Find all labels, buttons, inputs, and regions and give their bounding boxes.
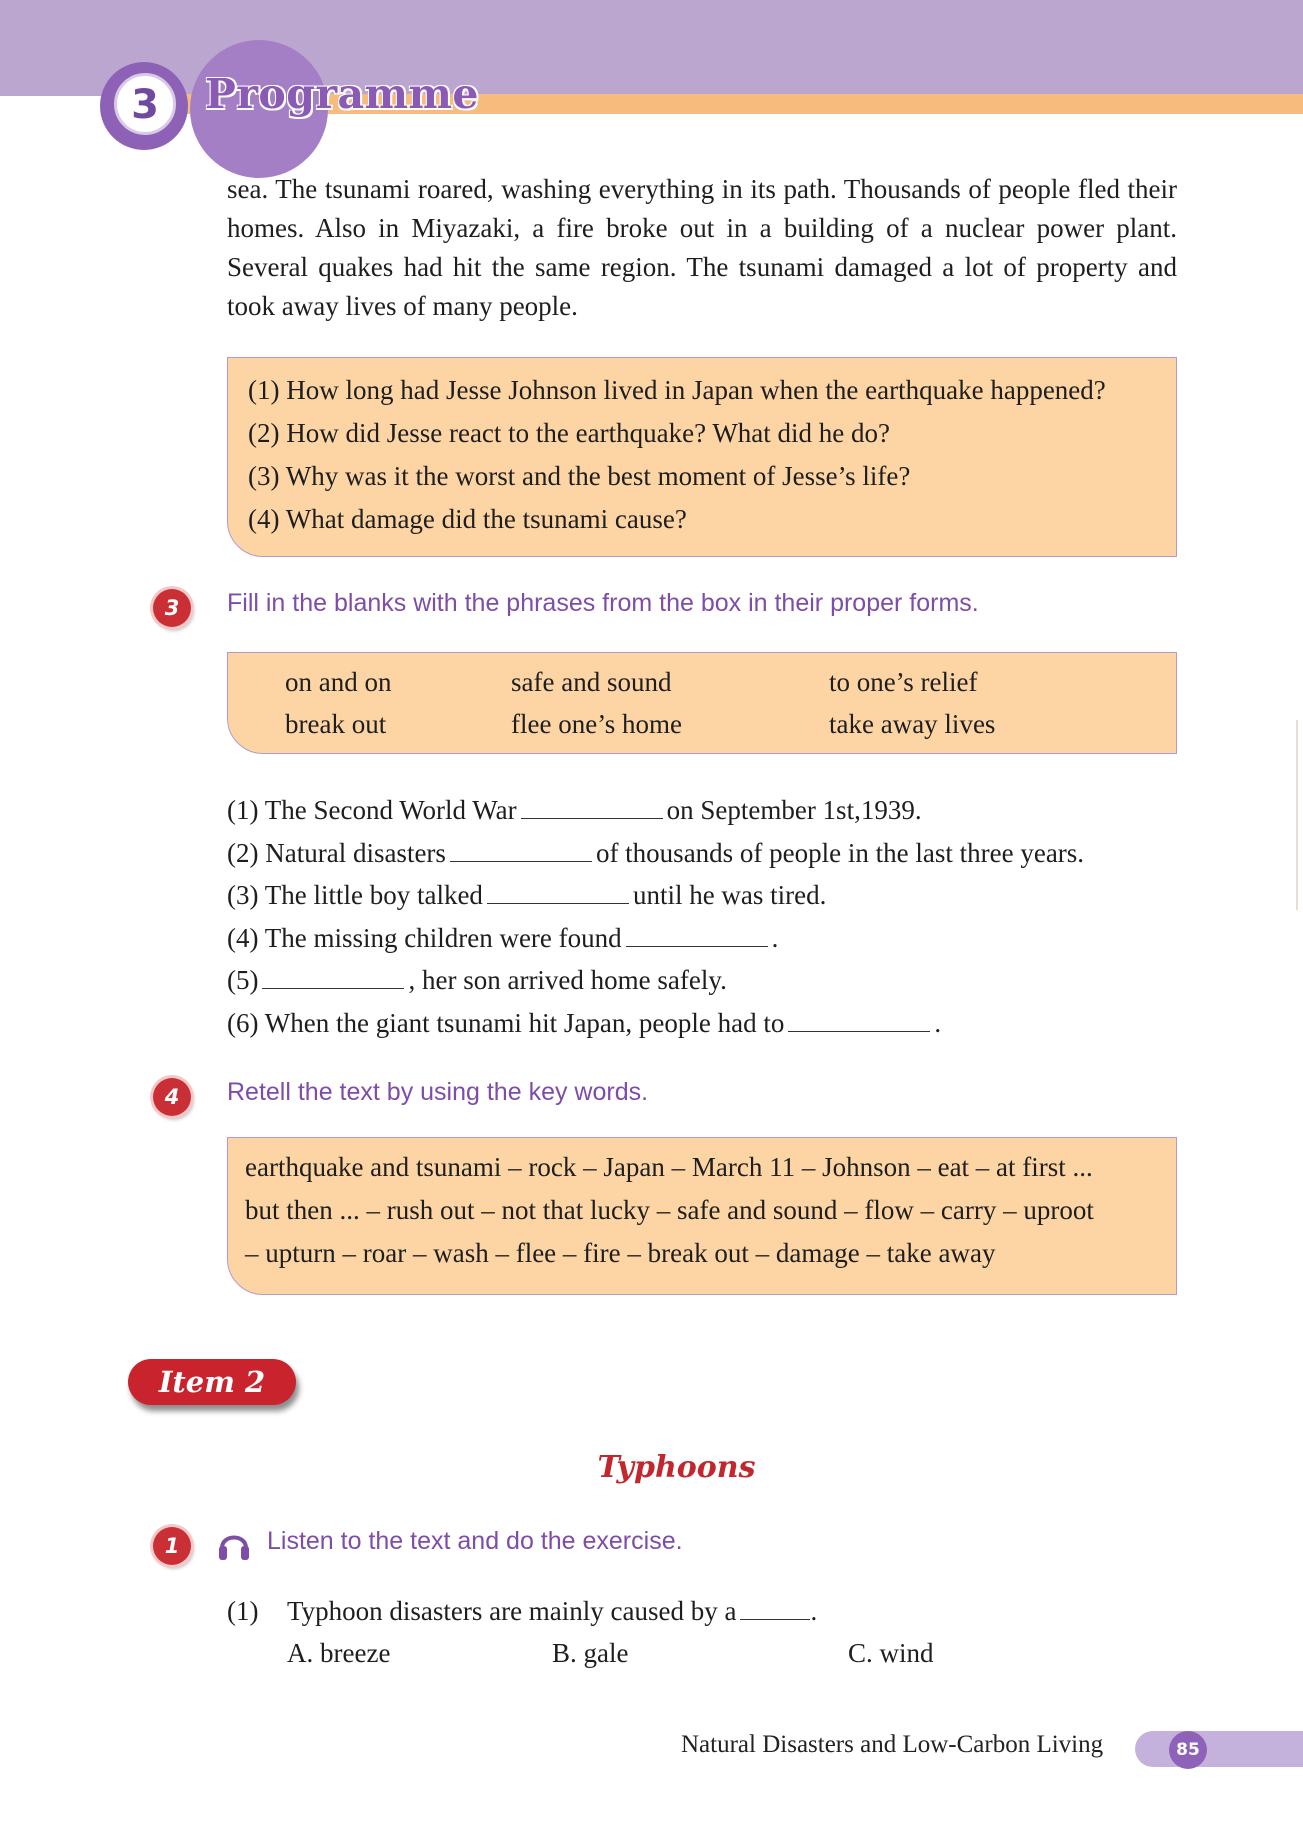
question-number: (1) bbox=[227, 1596, 259, 1626]
option-a[interactable]: A. breeze bbox=[287, 1638, 391, 1668]
item-2-label: Item 2 bbox=[128, 1359, 296, 1405]
exercise-4-instruction: Retell the text by using the key words. bbox=[227, 1078, 649, 1106]
headphones-icon[interactable] bbox=[216, 1524, 252, 1566]
exercise-1-badge: 1 bbox=[153, 1527, 191, 1565]
phrase-item: take away lives bbox=[829, 709, 996, 739]
unit-number: 3 bbox=[114, 73, 176, 135]
page-number: 85 bbox=[1169, 1731, 1207, 1769]
fill-in-sentence: (4) The missing children were found . bbox=[227, 922, 779, 953]
answer-blank[interactable] bbox=[788, 1007, 930, 1032]
passage-paragraph: sea. The tsunami roared, washing everything in its path. Thousands of people fled their homes. Also in Miyazaki, a fire broke out in a building of a nuclear power plant. Several quakes had hit the same region. The tsunami damaged a lot of property and took away lives of many people. bbox=[227, 174, 1177, 321]
answer-blank[interactable] bbox=[521, 794, 663, 819]
phrase-item: to one’s relief bbox=[829, 667, 978, 697]
answer-blank[interactable] bbox=[626, 922, 768, 947]
option-c[interactable]: C. wind bbox=[848, 1638, 934, 1668]
page-title: Programme bbox=[205, 70, 479, 118]
option-b[interactable]: B. gale bbox=[552, 1638, 629, 1668]
answer-blank[interactable] bbox=[450, 837, 592, 862]
answer-blank[interactable] bbox=[740, 1595, 810, 1620]
key-words-line: earthquake and tsunami – rock – Japan – March 11 – Johnson – eat – at first ... bbox=[245, 1152, 1093, 1182]
key-words-box bbox=[227, 1137, 1177, 1295]
passage-text bbox=[227, 170, 1177, 326]
phrase-item: flee one’s home bbox=[511, 709, 682, 739]
answer-blank[interactable] bbox=[487, 879, 629, 904]
phrase-item: safe and sound bbox=[511, 667, 672, 697]
footer-book-title: Natural Disasters and Low-Carbon Living bbox=[681, 1731, 1104, 1758]
fill-in-sentence: (6) When the giant tsunami hit Japan, people had to . bbox=[227, 1007, 942, 1038]
multiple-choice-question: Typhoon disasters are mainly caused by a . bbox=[287, 1596, 818, 1626]
exercise-1-instruction: Listen to the text and do the exercise. bbox=[267, 1527, 683, 1555]
answer-blank[interactable] bbox=[262, 964, 404, 989]
fill-in-sentence: (2) Natural disasters of thousands of people in the last three years. bbox=[227, 837, 1085, 868]
phrase-item: break out bbox=[285, 709, 387, 739]
footer-tab bbox=[1135, 1731, 1303, 1767]
key-words-line: but then ... – rush out – not that lucky – safe and sound – flow – carry – uproot bbox=[245, 1195, 1094, 1225]
exercise-3-badge: 3 bbox=[153, 589, 191, 627]
fill-in-sentence: (3) The little boy talked until he was tired. bbox=[227, 880, 827, 910]
key-words-line: – upturn – roar – wash – flee – fire – break out – damage – take away bbox=[245, 1238, 996, 1268]
exercise-3-instruction: Fill in the blanks with the phrases from the box in their proper forms. bbox=[227, 589, 979, 617]
question-item: (3) Why was it the worst and the best moment of Jesse’s life? bbox=[248, 461, 911, 491]
page-edge-mark bbox=[1296, 720, 1298, 910]
comprehension-questions-box bbox=[227, 357, 1177, 557]
question-item: (4) What damage did the tsunami cause? bbox=[248, 504, 687, 534]
question-item: (2) How did Jesse react to the earthquake? What did he do? bbox=[248, 418, 891, 448]
phrase-item: on and on bbox=[285, 667, 392, 697]
phrase-box bbox=[227, 652, 1177, 754]
section-title: Typhoons bbox=[597, 1450, 756, 1485]
question-item: (1) How long had Jesse Johnson lived in Japan when the earthquake happened? bbox=[248, 375, 1106, 405]
fill-in-sentence: (5) , her son arrived home safely. bbox=[227, 965, 727, 995]
fill-in-sentence: (1) The Second World War on September 1st,1939. bbox=[227, 795, 922, 825]
exercise-4-badge: 4 bbox=[153, 1078, 191, 1116]
fill-in-sentences bbox=[227, 789, 1187, 1044]
